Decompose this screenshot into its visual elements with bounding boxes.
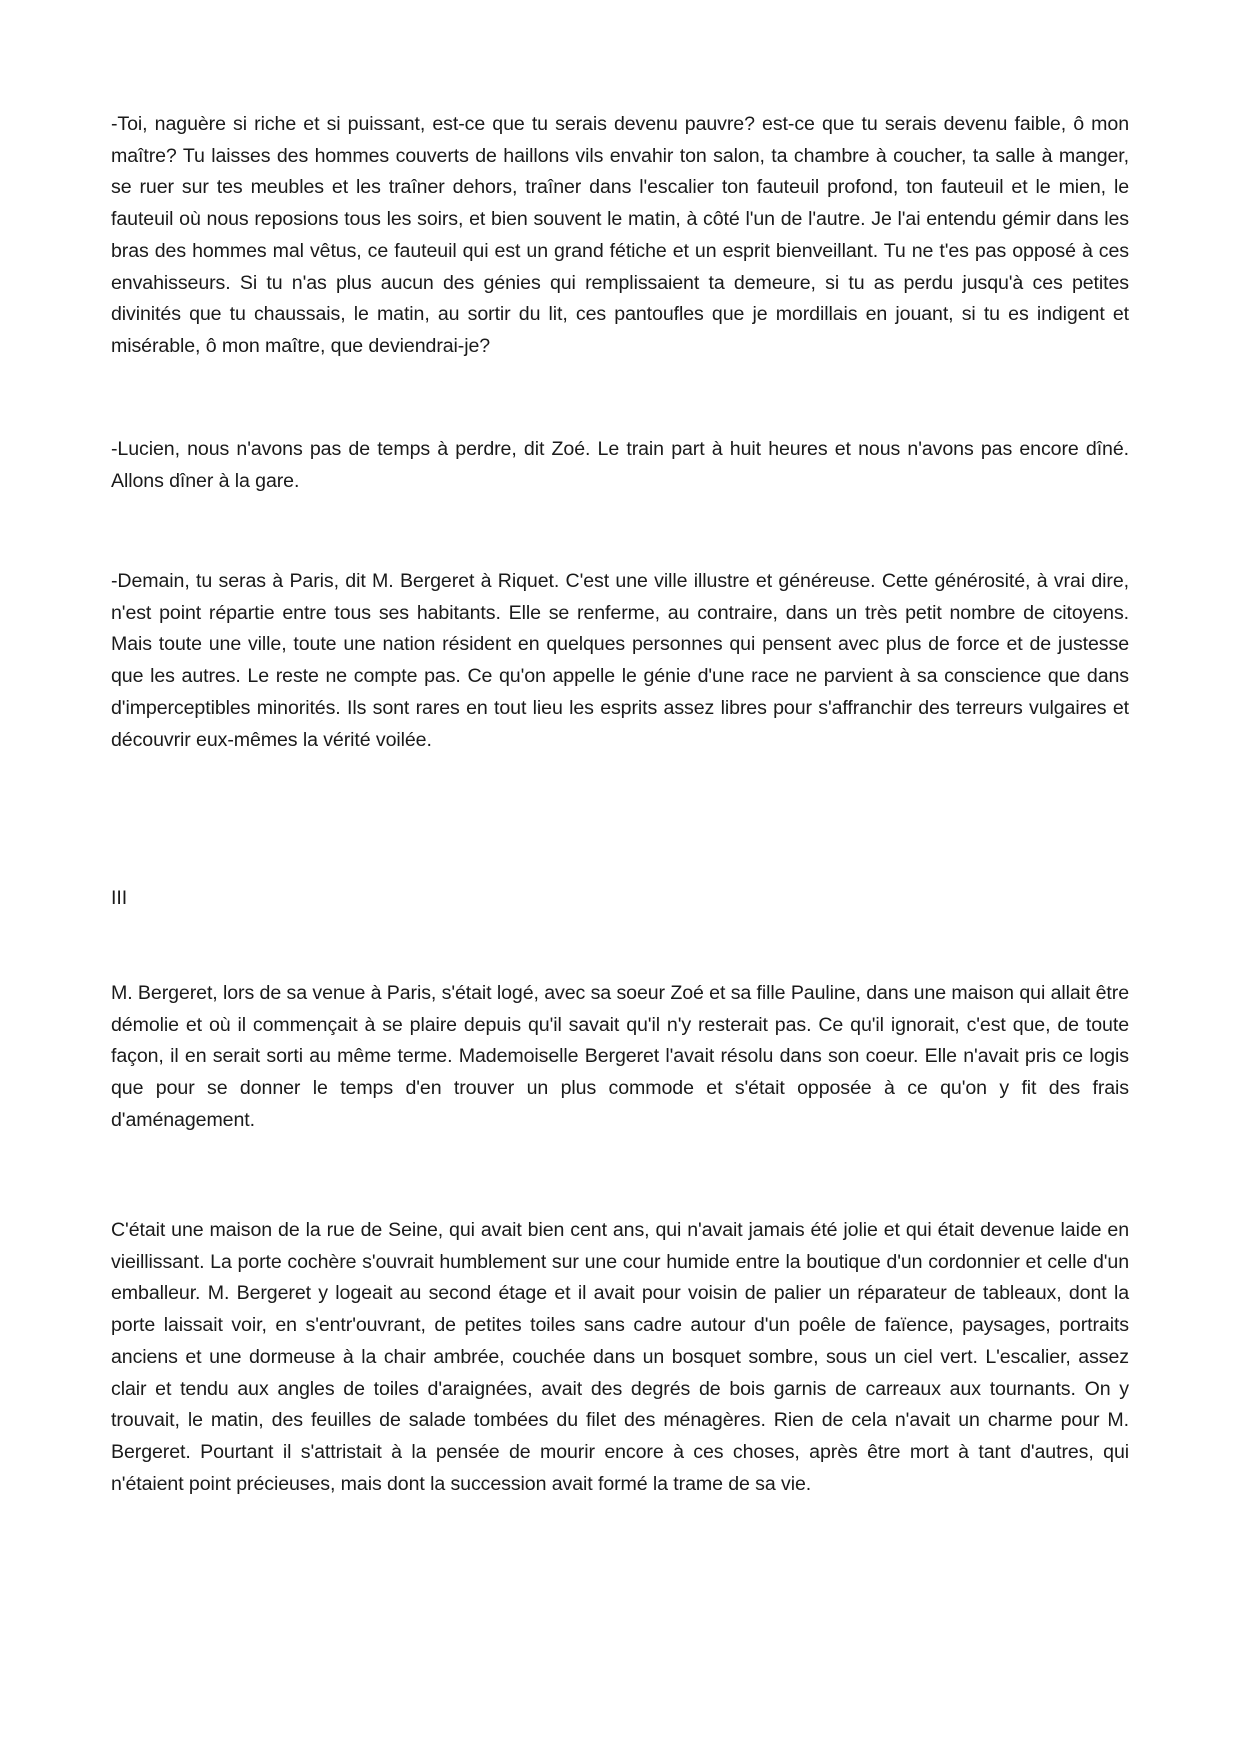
paragraph-dog-monologue: -Toi, naguère si riche et si puissant, est-ce que tu serais devenu pauvre? est-ce que tu serais devenu faible, ô mon maître? Tu laisses des hommes couverts de haillons vils envahir ton salon, ta chambre à coucher, ta salle à manger, se ruer sur tes meubles et les traîner dehors, traîner dans l'escalier ton fauteuil profond, ton fauteuil et le mien, le fauteuil où nous reposions tous les soirs, et bien souvent le matin, à côté l'un de l'autre. Je l'ai entendu gémir dans les bras des hommes mal vêtus, ce fauteuil qui est un grand fétiche et un esprit bienveillant. Tu ne t'es pas opposé à ces envahisseurs. Si tu n'as plus aucun des génies qui remplissaient ta demeure, si tu as perdu jusqu'à ces petites divinités que tu chaussais, le matin, au sortir du lit, ces pantoufles que je mordillais en jouant, si tu es indigent et misérable, ô mon maître, que deviendrai-je? [111, 113, 1129, 357]
paragraph-bergeret-lodging: M. Bergeret, lors de sa venue à Paris, s'était logé, avec sa soeur Zoé et sa fille Pauline, dans une maison qui allait être démolie et où il commençait à se plaire depuis qu'il savait qu'il n'y resterait pas. Ce qu'il ignorait, c'est que, de toute façon, il en serait sorti au même terme. Mademoiselle Bergeret l'avait résolu dans son coeur. Elle n'avait pris ce logis que pour se donner le temps d'en trouver un plus commode et s'était opposée à ce qu'on y fit des frais d'aménagement. [111, 982, 1129, 1131]
paragraph-paris-riquet: -Demain, tu seras à Paris, dit M. Bergeret à Riquet. C'est une ville illustre et généreuse. Cette générosité, à vrai dire, n'est point répartie entre tous ses habitants. Elle se renferme, au contraire, dans un très petit nombre de citoyens. Mais toute une ville, toute une nation résident en quelques personnes qui pensent avec plus de force et de justesse que les autres. Le reste ne compte pas. Ce qu'on appelle le génie d'une race ne parvient à sa conscience que dans d'imperceptibles minorités. Ils sont rares en tout lieu les esprits assez libres pour s'affranchir des terreurs vulgaires et découvrir eux-mêmes la vérité voilée. [111, 570, 1129, 751]
paragraph-lucien-zoe: -Lucien, nous n'avons pas de temps à perdre, dit Zoé. Le train part à huit heures et nous n'avons pas encore dîné. Allons dîner à la gare. [111, 438, 1129, 492]
paragraph-rue-de-seine-house: C'était une maison de la rue de Seine, qui avait bien cent ans, qui n'avait jamais été jolie et qui était devenue laide en vieillissant. La porte cochère s'ouvrait humblement sur une cour humide entre la boutique d'un cordonnier et celle d'un emballeur. M. Bergeret y logeait au second étage et il avait pour voisin de palier un réparateur de tableaux, dont la porte laissait voir, en s'entr'ouvrant, de petites toiles sans cadre autour d'un poêle de faïence, paysages, portraits anciens et une dormeuse à la chair ambrée, couchée dans un bosquet sombre, sous un ciel vert. L'escalier, assez clair et tendu aux angles de toiles d'araignées, avait des degrés de bois garnis de carreaux aux tournants. On y trouvait, le matin, des feuilles de salade tombées du filet des ménagères. Rien de cela n'avait un charme pour M. Bergeret. Pourtant il s'attristait à la pensée de mourir encore à ces choses, après être mort à tant d'autres, qui n'étaient point précieuses, mais dont la succession avait formé la trame de sa vie. [111, 1219, 1129, 1495]
section-heading: III [111, 887, 128, 909]
